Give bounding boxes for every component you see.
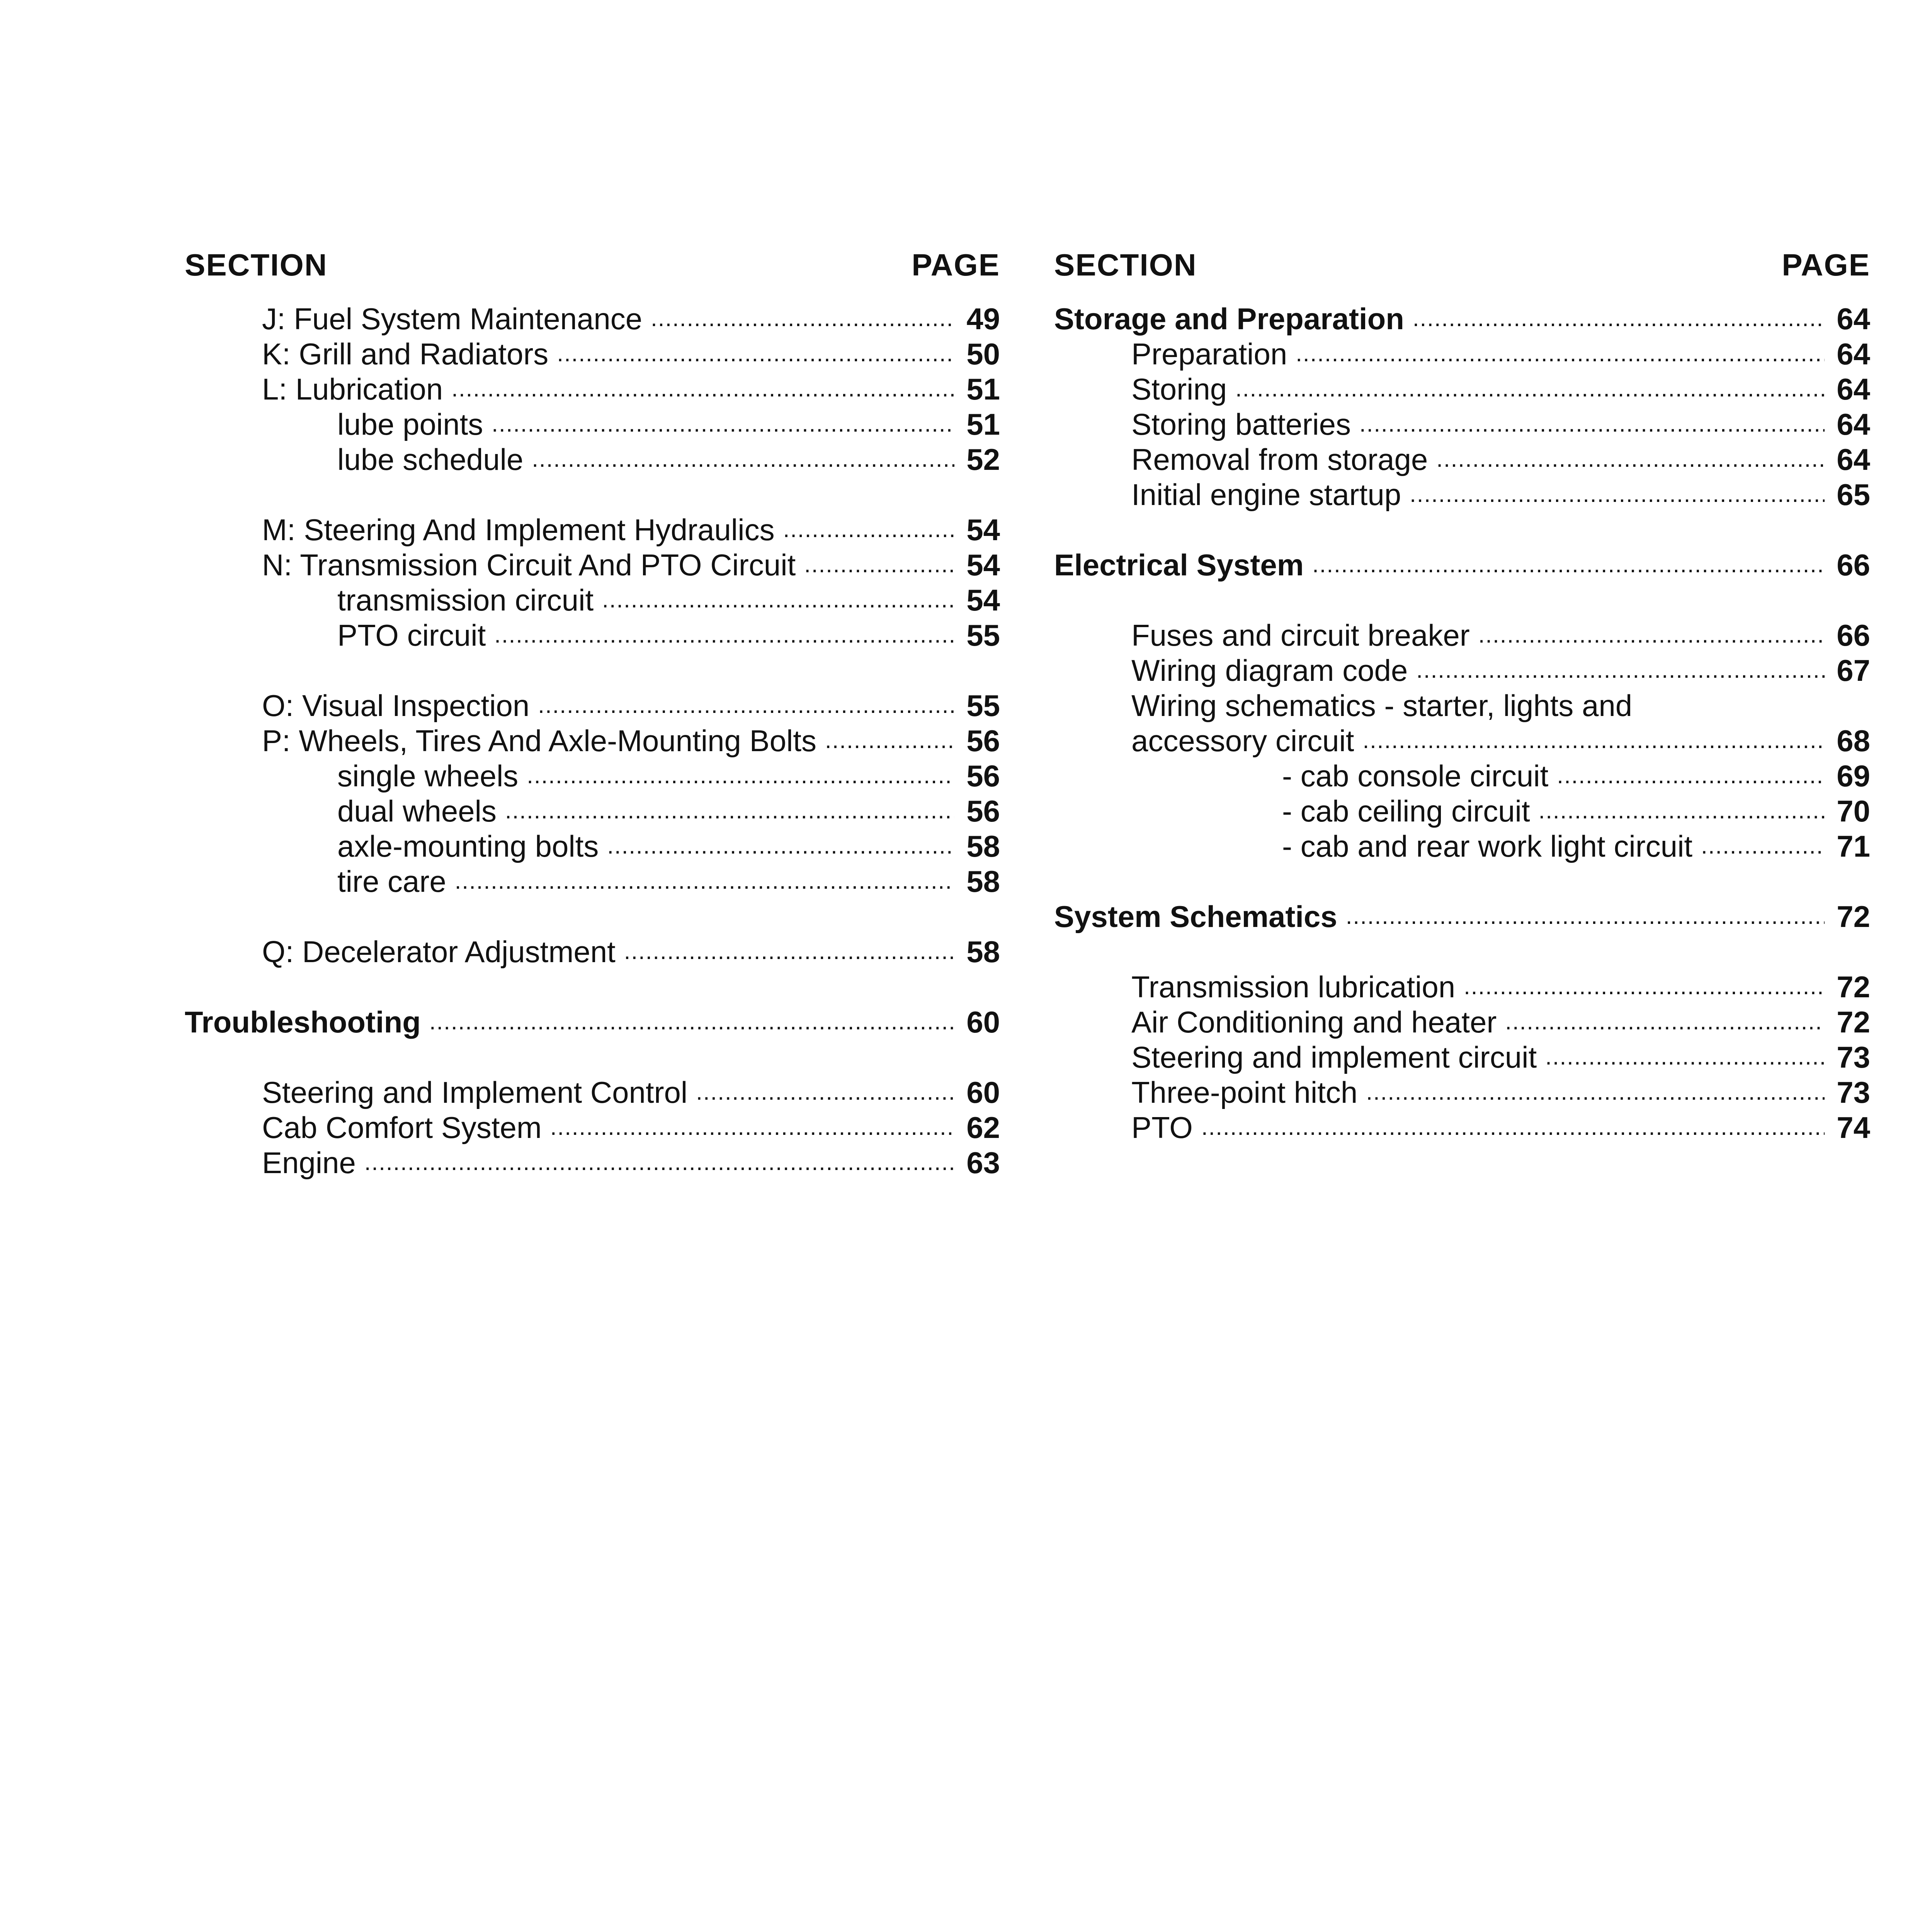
column-header [1054, 247, 1870, 301]
toc-list [1054, 301, 1870, 1145]
toc-entry: Wiring diagram code ..... 67 [1054, 653, 1870, 688]
toc-entry-continued: Wiring schematics - starter, lights and [1131, 689, 1633, 723]
toc-entry: tire care ..... 58 [185, 864, 1000, 899]
toc-entry: Steering and Implement Control ..... 60 [185, 1075, 1000, 1110]
toc-entry: Q: Decelerator Adjustment ..... 58 [185, 934, 1000, 969]
toc-entry: Preparation ..... 64 [1054, 337, 1870, 372]
toc-entry: Cab Comfort System ..... 62 [185, 1110, 1000, 1145]
toc-entry: P: Wheels, Tires And Axle-Mounting Bolts ..... 56 [185, 723, 1000, 759]
toc-entry: Transmission lubrication ..... 72 [1054, 969, 1870, 1005]
toc-entry: N: Transmission Circuit And PTO Circuit ..... 54 [185, 548, 1000, 583]
toc-entry: single wheels ..... 56 [185, 759, 1000, 794]
toc-entry: Air Conditioning and heater ..... 72 [1054, 1005, 1870, 1040]
toc-entry: accessory circuit ..... 68 [1054, 723, 1870, 759]
toc-entry: L: Lubrication ..... 51 [185, 372, 1000, 407]
toc-entry: Storing ..... 64 [1054, 372, 1870, 407]
toc-entry: J: Fuel System Maintenance ..... 49 [185, 301, 1000, 337]
toc-entry: K: Grill and Radiators ..... 50 [185, 337, 1000, 372]
toc-column-right [1054, 247, 1870, 1145]
section-heading: SECTION [1054, 248, 1197, 282]
toc-list [185, 301, 1000, 1180]
toc-entry: PTO circuit ..... 55 [185, 618, 1000, 653]
toc-entry: - cab console circuit ..... 69 [1054, 759, 1870, 794]
toc-entry: - cab ceiling circuit ..... 70 [1054, 794, 1870, 829]
toc-entry-major: Electrical System ..... 66 [1054, 548, 1870, 583]
toc-entry: Fuses and circuit breaker ..... 66 [1054, 618, 1870, 653]
toc-entry: Engine ..... 63 [185, 1145, 1000, 1180]
page-heading: PAGE [912, 248, 1000, 282]
toc-entry: Initial engine startup ..... 65 [1054, 477, 1870, 512]
toc-entry: Three-point hitch ..... 73 [1054, 1075, 1870, 1110]
toc-entry-major: Troubleshooting ..... 60 [185, 1005, 1000, 1040]
toc-entry: lube points ..... 51 [185, 407, 1000, 442]
toc-entry: axle-mounting bolts ..... 58 [185, 829, 1000, 864]
toc-entry: PTO ..... 74 [1054, 1110, 1870, 1145]
toc-entry: M: Steering And Implement Hydraulics ..... 54 [185, 512, 1000, 548]
toc-column-left [185, 247, 1000, 1180]
section-heading: SECTION [185, 248, 328, 282]
toc-entry-major: System Schematics ..... 72 [1054, 899, 1870, 934]
toc-entry: dual wheels ..... 56 [185, 794, 1000, 829]
toc-entry: lube schedule ..... 52 [185, 442, 1000, 477]
toc-entry: transmission circuit ..... 54 [185, 583, 1000, 618]
page-heading: PAGE [1782, 248, 1870, 282]
toc-entry-major: Storage and Preparation ..... 64 [1054, 301, 1870, 337]
toc-entry: Steering and implement circuit ..... 73 [1054, 1040, 1870, 1075]
toc-entry: - cab and rear work light circuit ..... 71 [1054, 829, 1870, 864]
toc-entry: Storing batteries ..... 64 [1054, 407, 1870, 442]
column-header [185, 247, 1000, 301]
toc-entry: Removal from storage ..... 64 [1054, 442, 1870, 477]
toc-entry: O: Visual Inspection ..... 55 [185, 688, 1000, 723]
